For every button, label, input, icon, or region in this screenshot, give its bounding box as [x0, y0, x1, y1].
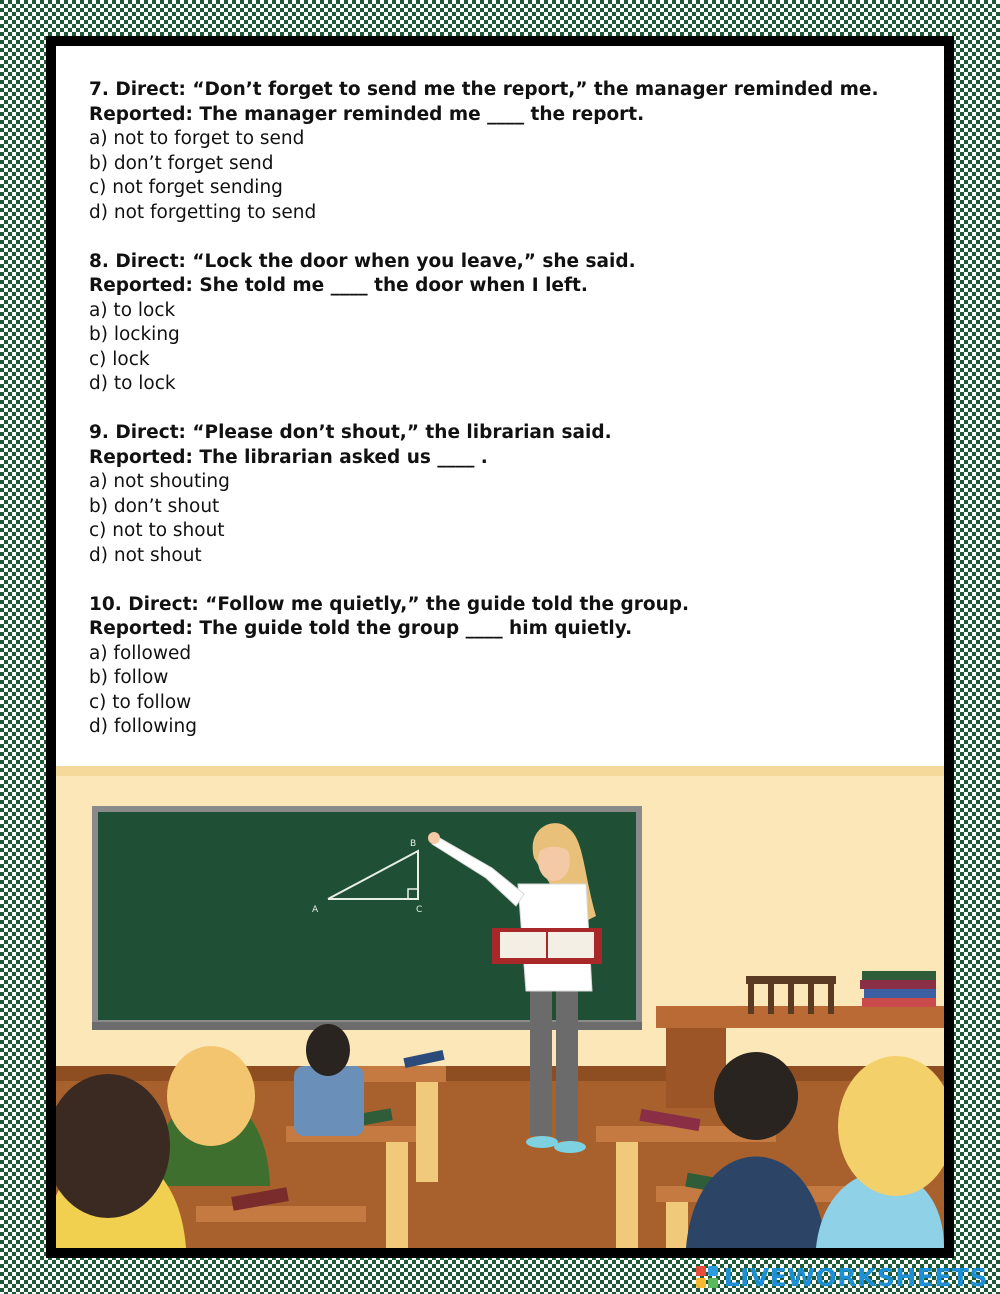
- question-number: 9.: [89, 422, 109, 443]
- option-d[interactable]: d) not forgetting to send: [89, 201, 317, 223]
- reported-sentence: Reported: The guide told the group ____ him quietly.: [89, 618, 633, 639]
- direct-sentence: Direct: “Follow me quietly,” the guide told the group.: [128, 593, 690, 615]
- option-d[interactable]: d) not shout: [89, 544, 202, 566]
- direct-sentence: Direct: “Lock the door when you leave,” she said.: [115, 250, 636, 272]
- option-c[interactable]: c) not to shout: [89, 520, 225, 541]
- worksheet-frame: [46, 36, 954, 1258]
- option-d[interactable]: d) to lock: [89, 373, 176, 394]
- reported-sentence: Reported: The manager reminded me ____ the report.: [89, 103, 645, 125]
- board-label-b: B: [410, 839, 417, 849]
- option-c[interactable]: c) to follow: [89, 691, 192, 713]
- option-a[interactable]: a) not shouting: [89, 471, 230, 492]
- reported-sentence: Reported: She told me ____ the door when I left.: [89, 275, 588, 296]
- question-list: [89, 78, 929, 764]
- question-7: [89, 78, 929, 225]
- board-label-c: C: [416, 905, 423, 915]
- classroom-illustration: [56, 766, 944, 1248]
- direct-sentence: Direct: “Don’t forget to send me the report,” the manager reminded me.: [115, 79, 879, 100]
- option-b[interactable]: b) don’t shout: [89, 495, 220, 517]
- option-d[interactable]: d) following: [89, 716, 198, 737]
- direct-sentence: Direct: “Please don’t shout,” the librarian said.: [115, 422, 612, 443]
- reported-sentence: Reported: The librarian asked us ____ .: [89, 446, 488, 468]
- option-c[interactable]: c) lock: [89, 348, 150, 370]
- liveworksheets-logo-icon: [696, 1266, 718, 1288]
- option-a[interactable]: a) not to forget to send: [89, 128, 305, 149]
- option-c[interactable]: c) not forget sending: [89, 177, 283, 198]
- option-a[interactable]: a) to lock: [89, 299, 176, 321]
- question-number: 7.: [89, 79, 109, 100]
- question-10: [89, 593, 929, 740]
- worksheet-page: [56, 46, 944, 1248]
- question-number: 8.: [89, 250, 109, 272]
- question-number: 10.: [89, 593, 122, 615]
- option-b[interactable]: b) locking: [89, 324, 180, 345]
- question-9: [89, 421, 929, 568]
- option-b[interactable]: b) follow: [89, 667, 169, 688]
- option-a[interactable]: a) followed: [89, 642, 192, 664]
- option-b[interactable]: b) don’t forget send: [89, 152, 274, 174]
- liveworksheets-brand[interactable]: LIVEWORKSHEETS: [723, 1262, 988, 1292]
- question-8: [89, 250, 929, 397]
- board-label-a: A: [312, 905, 319, 915]
- liveworksheets-footer: [696, 1262, 988, 1292]
